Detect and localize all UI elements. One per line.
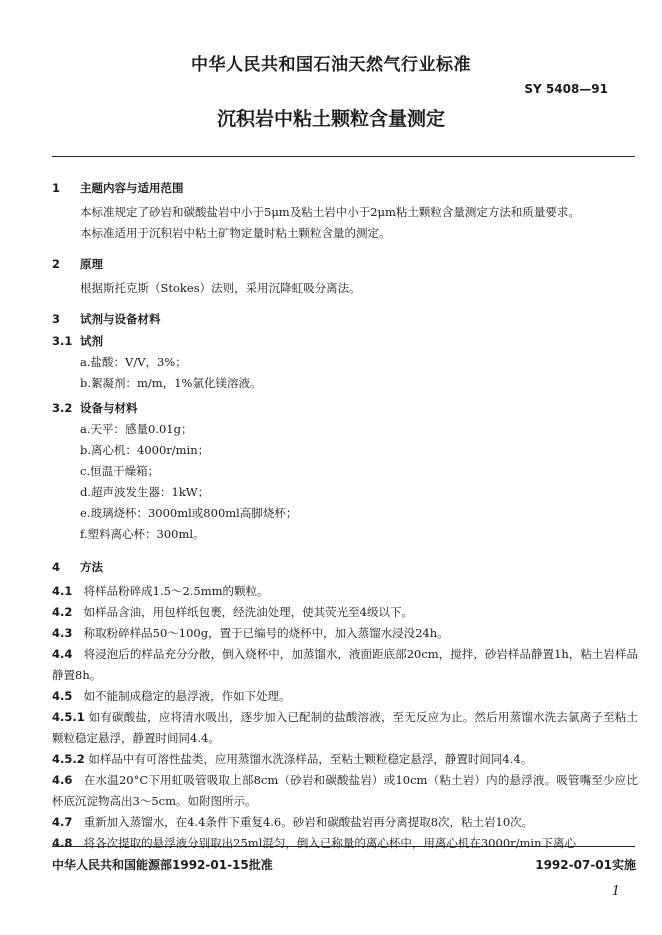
method-step [52, 644, 638, 686]
section-title: 主题内容与适用范围 [80, 181, 184, 195]
step-number: 4.7 [52, 815, 73, 829]
equipment-item: c.恒温干燥箱； [80, 464, 160, 478]
subsection-number: 3.1 [52, 334, 73, 348]
section-4-heading [52, 559, 638, 575]
section-number: 4 [52, 560, 61, 574]
subsection-number: 3.2 [52, 401, 73, 415]
section-1-heading [52, 180, 638, 196]
step-number: 4.5.2 [52, 752, 85, 766]
approval-date: 中华人民共和国能源部1992-01-15批准 [52, 858, 273, 872]
step-text: 如样品含油，用包样纸包裹，经洗油处理，使其荧光至4级以下。 [83, 605, 413, 619]
section-1-paragraph-1: 本标准规定了砂岩和碳酸盐岩中小于5μm及粘土岩中小于2μm粘土颗粒含量测定方法和质量要求。 [80, 205, 580, 219]
equipment-item: a.天平：感量0.01g； [80, 422, 193, 436]
method-step [52, 602, 638, 623]
reagent-item: b.絮凝剂：m/m，1%氯化镁溶液。 [80, 376, 262, 390]
page-number: 1 [611, 884, 620, 899]
standard-code: SY 5408—91 [524, 82, 608, 96]
step-text: 将浸泡后的样品充分分散，倒入烧杯中，加蒸馏水，液面距底部20cm，搅拌，砂岩样品静置1h，粘土岩样品静置8h。 [52, 647, 639, 682]
section-title: 原理 [80, 257, 103, 271]
standard-organization: 中华人民共和国石油天然气行业标准 [191, 55, 471, 75]
method-step [52, 812, 638, 833]
step-text: 在水温20°C下用虹吸管吸取上部8cm（砂岩和碳酸盐岩）或10cm（粘土岩）内的悬浮液。吸管嘴至少应比杯底沉淀物高出3～5cm。如附图所示。 [52, 773, 638, 808]
equipment-item: e.玻璃烧杯：3000ml或800ml高脚烧杯； [80, 506, 298, 520]
equipment-item: f.塑料离心杯：300ml。 [80, 527, 205, 541]
step-text: 如有碳酸盐，应将清水吸出，逐步加入已配制的盐酸溶液，至无反应为止。然后用蒸馏水洗去氯离子至粘土颗粒稳定悬浮，静置时间同4.4。 [52, 710, 639, 745]
step-number: 4.8 [52, 836, 73, 850]
reagent-item: a.盐酸：V/V，3%； [80, 355, 187, 369]
method-step [52, 623, 638, 644]
header-divider [52, 156, 635, 157]
step-number: 4.5 [52, 689, 73, 703]
method-step [52, 707, 638, 749]
step-number: 4.3 [52, 626, 73, 640]
method-step [52, 770, 638, 812]
footer-divider [52, 846, 635, 847]
step-number: 4.2 [52, 605, 73, 619]
section-1-paragraph-2: 本标准适用于沉积岩中粘土矿物定量时粘土颗粒含量的测定。 [80, 226, 391, 240]
section-2-heading [52, 256, 638, 272]
equipment-item: d.超声波发生器：1kW； [80, 485, 210, 499]
step-text: 将样品粉碎成1.5～2.5mm的颗粒。 [83, 584, 269, 598]
step-text: 将各次提取的悬浮液分别取出25ml混匀，倒入已称量的离心杯中，用离心机在3000r/min下离心 [83, 836, 576, 850]
step-number: 4.5.1 [52, 710, 85, 724]
section-title: 试剂与设备材料 [80, 312, 161, 326]
subsection-title: 设备与材料 [80, 401, 138, 415]
equipment-item: b.离心机：4000r/min； [80, 443, 210, 457]
step-number: 4.1 [52, 584, 73, 598]
subsection-3-1-heading [52, 333, 638, 349]
section-number: 2 [52, 257, 61, 271]
method-step [52, 833, 638, 854]
section-title: 方法 [80, 560, 103, 574]
section-3-heading [52, 311, 638, 327]
page-title: 沉积岩中粘土颗粒含量测定 [216, 108, 445, 130]
step-text: 如样品中有可溶性盐类，应用蒸馏水洗涤样品，至粘土颗粒稳定悬浮，静置时间同4.4。 [88, 752, 533, 766]
section-number: 1 [52, 181, 61, 195]
step-number: 4.6 [52, 773, 73, 787]
step-text: 如不能制成稳定的悬浮液，作如下处理。 [83, 689, 291, 703]
method-step [52, 749, 638, 770]
implementation-date: 1992-07-01实施 [535, 858, 636, 872]
section-number: 3 [52, 312, 61, 326]
method-step [52, 686, 638, 707]
step-number: 4.4 [52, 647, 73, 661]
subsection-title: 试剂 [80, 334, 103, 348]
step-text: 称取粉碎样品50～100g，置于已编号的烧杯中，加入蒸馏水浸没24h。 [83, 626, 449, 640]
document-body [52, 170, 638, 854]
step-text: 重新加入蒸馏水，在4.4条件下重复4.6。砂岩和碳酸盐岩再分离提取8次，粘土岩10次。 [83, 815, 534, 829]
subsection-3-2-heading [52, 400, 638, 416]
method-step [52, 581, 638, 602]
section-2-paragraph-1: 根据斯托克斯（Stokes）法则，采用沉降虹吸分离法。 [80, 281, 361, 295]
